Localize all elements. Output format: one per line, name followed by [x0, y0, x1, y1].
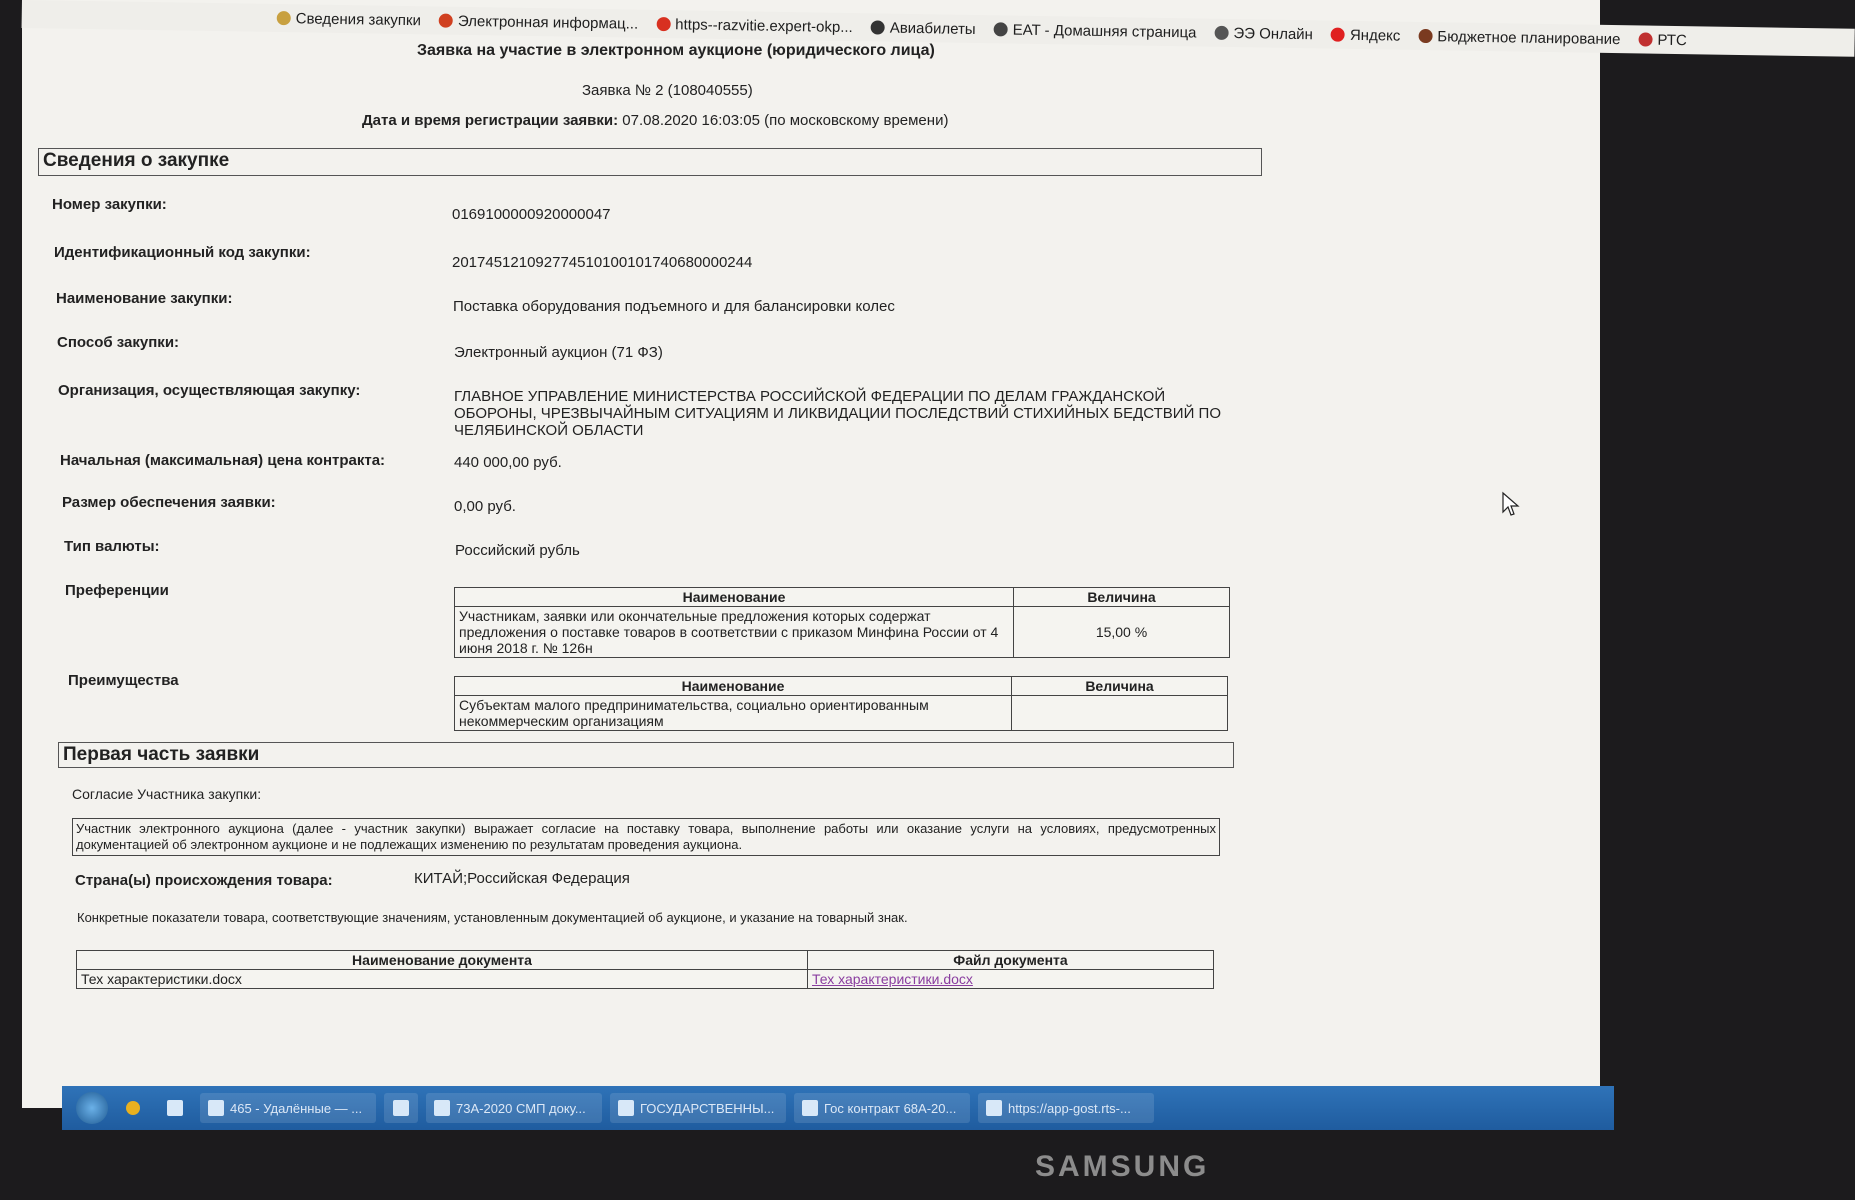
preferences-col-value: Величина: [1014, 588, 1230, 607]
country-label: Страна(ы) происхождения товара:: [75, 872, 333, 889]
taskbar-item-label: 465 - Удалённые — ...: [230, 1100, 363, 1116]
advantage-name: Субъектам малого предпринимательства, социально ориентированным некоммерческим организациям: [455, 696, 1012, 731]
mouse-cursor-icon: [1502, 492, 1520, 518]
initial-price-value: 440 000,00 руб.: [454, 454, 562, 471]
purchase-method-label: Способ закупки:: [57, 334, 180, 351]
country-value: КИТАЙ;Российская Федерация: [414, 870, 630, 887]
organization-value: ГЛАВНОЕ УПРАВЛЕНИЕ МИНИСТЕРСТВА РОССИЙСКОЙ ФЕДЕРАЦИИ ПО ДЕЛАМ ГРАЖДАНСКОЙ ОБОРОНЫ, ЧРЕЗВЫЧАЙНЫМ СИТУАЦИЯМ И ЛИКВИДАЦИИ ПОСЛЕДСТВИЙ СТИХИЙНЫХ БЕДСТВИЙ ПО ЧЕЛЯБИНСКОЙ ОБЛАСТИ: [454, 388, 1221, 439]
section-purchase-info: Сведения о закупке: [38, 148, 1262, 176]
documents-col-name: Наименование документа: [77, 951, 808, 970]
advantages-table: [454, 676, 1228, 731]
taskbar-item[interactable]: [426, 1093, 602, 1123]
taskbar-item[interactable]: [200, 1093, 376, 1123]
folder-icon: [277, 11, 291, 25]
advantages-col-value: Величина: [1012, 677, 1228, 696]
documents-table: [76, 950, 1214, 989]
bookmark-label: ЭЭ Онлайн: [1233, 24, 1314, 43]
taskbar-item[interactable]: [794, 1093, 970, 1123]
preferences-table: [454, 587, 1230, 658]
start-button[interactable]: [76, 1092, 108, 1124]
page-title: Заявка на участие в электронном аукционе (юридического лица): [417, 42, 935, 59]
documents-col-file: Файл документа: [808, 951, 1214, 970]
monitor-brand-logo: SAMSUNG: [1035, 1150, 1210, 1183]
bookmark-label: Авиабилеты: [889, 19, 976, 38]
document-file-cell: [808, 970, 1214, 989]
rts-icon: [1638, 32, 1652, 46]
bookmark-label: Сведения закупки: [295, 9, 422, 29]
purchase-id-code-label: Идентификационный код закупки:: [54, 244, 311, 261]
advantage-value: [1012, 696, 1228, 731]
taskbar-item-label: 73А-2020 СМП доку...: [456, 1100, 586, 1116]
section-first-part: Первая часть заявки: [58, 742, 1234, 768]
ie-icon: [986, 1100, 1002, 1116]
bookmark-label: https--razvitie.expert-okp...: [675, 15, 853, 36]
table-row: [77, 970, 1214, 989]
taskbar-item[interactable]: [610, 1093, 786, 1123]
preferences-col-name: Наименование: [455, 588, 1014, 607]
word-icon: [802, 1100, 818, 1116]
table-row: [455, 607, 1230, 658]
document-name: Тех характеристики.docx: [77, 970, 808, 989]
taskbar: [62, 1086, 1614, 1130]
table-row: [455, 696, 1228, 731]
document-file-link[interactable]: Тех характеристики.docx: [812, 971, 973, 987]
bookmark-label: Бюджетное планирование: [1437, 27, 1621, 48]
purchase-name-value: Поставка оборудования подъемного и для балансировки колес: [453, 298, 895, 315]
bookmark-item[interactable]: [1638, 31, 1687, 49]
bookmark-label: EAT - Домашняя страница: [1012, 21, 1197, 41]
purchase-method-value: Электронный аукцион (71 ФЗ): [454, 344, 663, 361]
show-desktop-icon[interactable]: [158, 1093, 192, 1123]
registration-value: 07.08.2020 16:03:05 (по московскому времени): [622, 112, 949, 129]
taskbar-items: [200, 1093, 1154, 1123]
application-page: [22, 30, 1600, 1070]
consent-text: Участник электронного аукциона (далее - участник закупки) выражает согласие на поставку товара, выполнение работы или оказание услуги на условиях, предусмотренных документацией об электронном аукционе и не подлежащих изменению по результатам проведения аукциона.: [72, 818, 1220, 856]
mail-icon: [208, 1100, 224, 1116]
currency-label: Тип валюты:: [64, 538, 160, 555]
word-icon: [434, 1100, 450, 1116]
folder-icon: [393, 1100, 409, 1116]
security-size-value: 0,00 руб.: [454, 498, 516, 515]
bookmark-label: РТС: [1657, 31, 1687, 49]
globe-icon: [439, 14, 453, 28]
registration-label: Дата и время регистрации заявки:: [362, 112, 619, 129]
currency-value: Российский рубль: [455, 542, 580, 559]
browser-screen: [22, 0, 1687, 1108]
purchase-number-value: 0169100000920000047: [452, 206, 611, 223]
taskbar-item[interactable]: [384, 1093, 418, 1123]
purchase-id-code-value: 201745121092774510100101740680000244: [452, 254, 753, 271]
registration-datetime: [362, 112, 948, 129]
organization-label: Организация, осуществляющая закупку:: [58, 382, 361, 399]
advantages-col-name: Наименование: [455, 677, 1012, 696]
advantages-label: Преимущества: [68, 672, 179, 689]
bookmark-item[interactable]: [277, 10, 421, 29]
security-size-label: Размер обеспечения заявки:: [62, 494, 276, 511]
purchase-number-label: Номер закупки:: [52, 196, 167, 213]
word-icon: [618, 1100, 634, 1116]
chrome-icon[interactable]: [116, 1093, 150, 1123]
bookmark-label: Яндекс: [1349, 26, 1401, 45]
taskbar-item-label: Гос контракт 68А-20...: [824, 1100, 957, 1116]
taskbar-item-label: ГОСУДАРСТВЕННЫ...: [640, 1100, 775, 1116]
taskbar-item-label: https://app-gost.rts-...: [1008, 1100, 1131, 1116]
indicators-text: Конкретные показатели товара, соответствующие значениям, установленным документацией об аукционе, и указание на товарный знак.: [77, 910, 908, 925]
application-number: Заявка № 2 (108040555): [582, 82, 753, 99]
preference-name: Участникам, заявки или окончательные предложения которых содержат предложения о поставке товаров в соответствии с приказом Минфина России от 4 июня 2018 г. № 126н: [455, 607, 1014, 658]
bookmark-label: Электронная информац...: [457, 12, 639, 33]
purchase-name-label: Наименование закупки:: [56, 290, 233, 307]
initial-price-label: Начальная (максимальная) цена контракта:: [60, 452, 386, 469]
taskbar-item[interactable]: [978, 1093, 1154, 1123]
preference-value: 15,00 %: [1014, 607, 1230, 658]
preferences-label: Преференции: [65, 582, 169, 599]
consent-label: Согласие Участника закупки:: [72, 786, 262, 802]
